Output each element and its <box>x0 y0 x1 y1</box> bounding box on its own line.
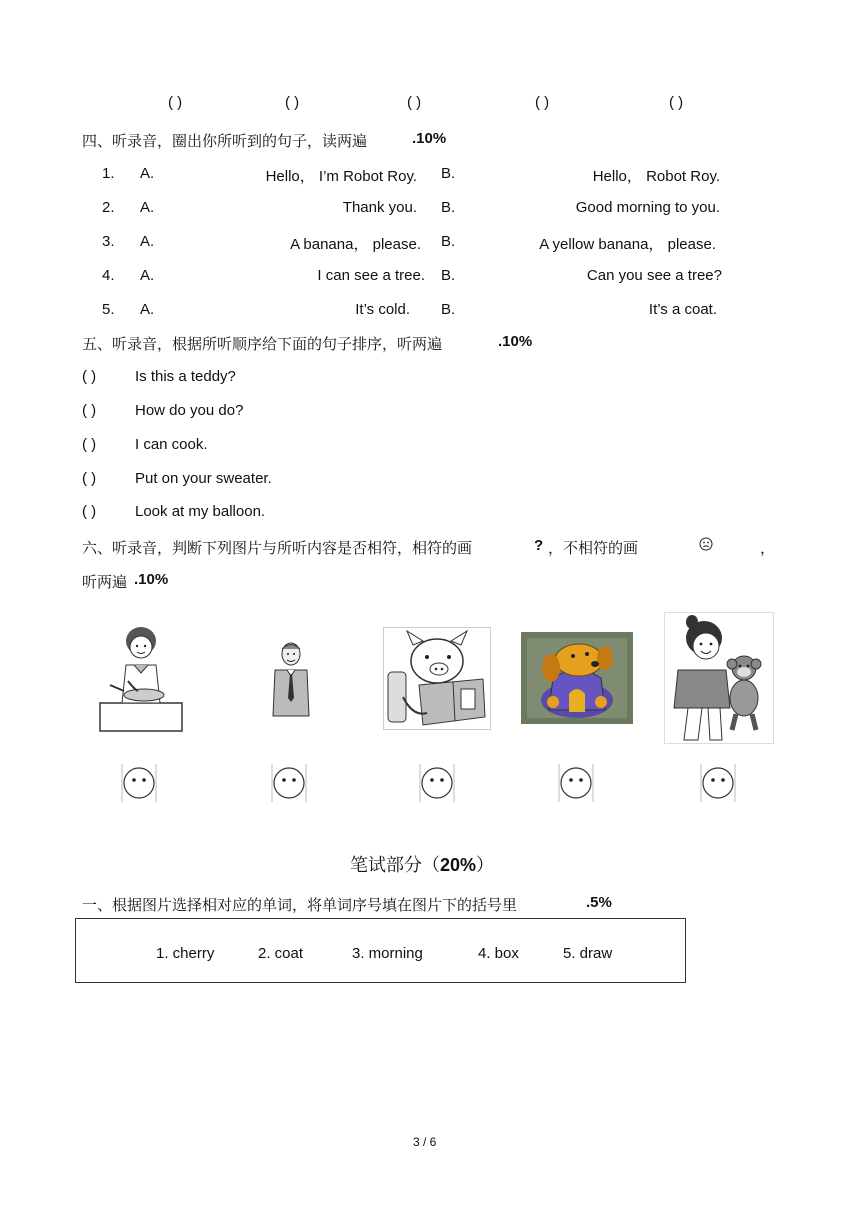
option-a[interactable]: I can see a tree. <box>317 267 425 284</box>
written-part-close: ） <box>476 855 495 876</box>
smiley-face-icon[interactable] <box>557 764 595 802</box>
answer-blank[interactable]: ( ) <box>407 94 422 111</box>
option-b-label: B. <box>441 301 456 318</box>
smiley-face-icon[interactable] <box>270 764 308 802</box>
order-blank[interactable]: ( ) <box>82 436 97 453</box>
option-b[interactable]: It’s a coat. <box>648 301 717 318</box>
option-b-label: B. <box>441 199 456 216</box>
section-6-title: 六、听录音，判断下列图片与所听内容是否相符，相符的画 <box>82 539 473 557</box>
option-b[interactable]: Good morning to you. <box>575 199 720 216</box>
pig-reading-book-picture <box>383 627 491 730</box>
word-option: 4. box <box>478 945 519 962</box>
section-6-title-line2: 听两遍 <box>82 573 128 591</box>
option-b[interactable]: Can you see a tree? <box>586 267 722 284</box>
sad-face-icon <box>699 537 713 551</box>
section-5-title: 五、听录音，根据所听顺序给下面的句子排序，听两遍 <box>82 335 443 353</box>
section-6-title-mid: ，不相符的画 <box>548 539 639 557</box>
answer-blank[interactable]: ( ) <box>285 94 300 111</box>
written-q1-title: 一、根据图片选择相对应的单词，将单词序号填在图片下的括号里 <box>82 896 518 914</box>
option-a-label: A. <box>140 165 155 182</box>
word-option: 5. draw <box>563 945 613 962</box>
match-mark: ? <box>534 537 544 554</box>
sentence: Is this a teddy? <box>135 368 236 385</box>
option-a-label: A. <box>140 301 155 318</box>
word-option: 3. morning <box>352 945 423 962</box>
option-b[interactable]: A yellow banana， please. <box>539 236 716 253</box>
item-number: 5. <box>102 301 115 318</box>
section-5-score: .10% <box>498 333 533 350</box>
sentence: Put on your sweater. <box>135 470 272 487</box>
smiley-face-icon[interactable] <box>120 764 158 802</box>
item-number: 4. <box>102 267 115 284</box>
written-part-title: 笔试部分（ <box>350 855 440 876</box>
written-part-heading <box>350 851 494 877</box>
option-a[interactable]: Thank you. <box>342 199 417 216</box>
smiley-face-icon[interactable] <box>699 764 737 802</box>
answer-blank[interactable]: ( ) <box>669 94 684 111</box>
option-b[interactable]: Hello， Robot Roy. <box>592 168 720 185</box>
item-number: 2. <box>102 199 115 216</box>
option-b-label: B. <box>441 267 456 284</box>
option-a[interactable]: A banana， please. <box>290 236 421 253</box>
woman-cooking-picture <box>98 625 184 733</box>
word-bank-box <box>75 918 686 983</box>
option-a-label: A. <box>140 267 155 284</box>
order-blank[interactable]: ( ) <box>82 402 97 419</box>
sentence: I can cook. <box>135 436 208 453</box>
section-6-score: .10% <box>134 571 169 588</box>
sentence: Look at my balloon. <box>135 503 266 520</box>
option-a-label: A. <box>140 199 155 216</box>
option-a-label: A. <box>140 233 155 250</box>
written-part-percent: 20% <box>440 855 477 875</box>
section-4-score: .10% <box>412 130 447 147</box>
option-b-label: B. <box>441 233 456 250</box>
dog-toy-picture <box>521 632 633 724</box>
option-b-label: B. <box>441 165 456 182</box>
section-6-comma: ， <box>760 539 776 557</box>
sentence: How do you do? <box>135 402 244 419</box>
written-q1-score: .5% <box>586 894 612 911</box>
page-number: 3 / 6 <box>413 1135 437 1149</box>
item-number: 3. <box>102 233 115 250</box>
word-option: 2. coat <box>258 945 304 962</box>
section-4-title: 四、听录音，圈出你所听到的句子，读两遍 <box>82 132 368 150</box>
option-a[interactable]: It’s cold. <box>355 301 410 318</box>
girl-with-monkey-toy-picture <box>664 612 774 744</box>
word-option: 1. cherry <box>156 945 215 962</box>
man-with-tie-picture <box>265 640 317 718</box>
item-number: 1. <box>102 165 115 182</box>
answer-blank[interactable]: ( ) <box>168 94 183 111</box>
order-blank[interactable]: ( ) <box>82 368 97 385</box>
order-blank[interactable]: ( ) <box>82 470 97 487</box>
order-blank[interactable]: ( ) <box>82 503 97 520</box>
smiley-face-icon[interactable] <box>418 764 456 802</box>
answer-blank[interactable]: ( ) <box>535 94 550 111</box>
option-a[interactable]: Hello， I’m Robot Roy. <box>265 168 417 185</box>
